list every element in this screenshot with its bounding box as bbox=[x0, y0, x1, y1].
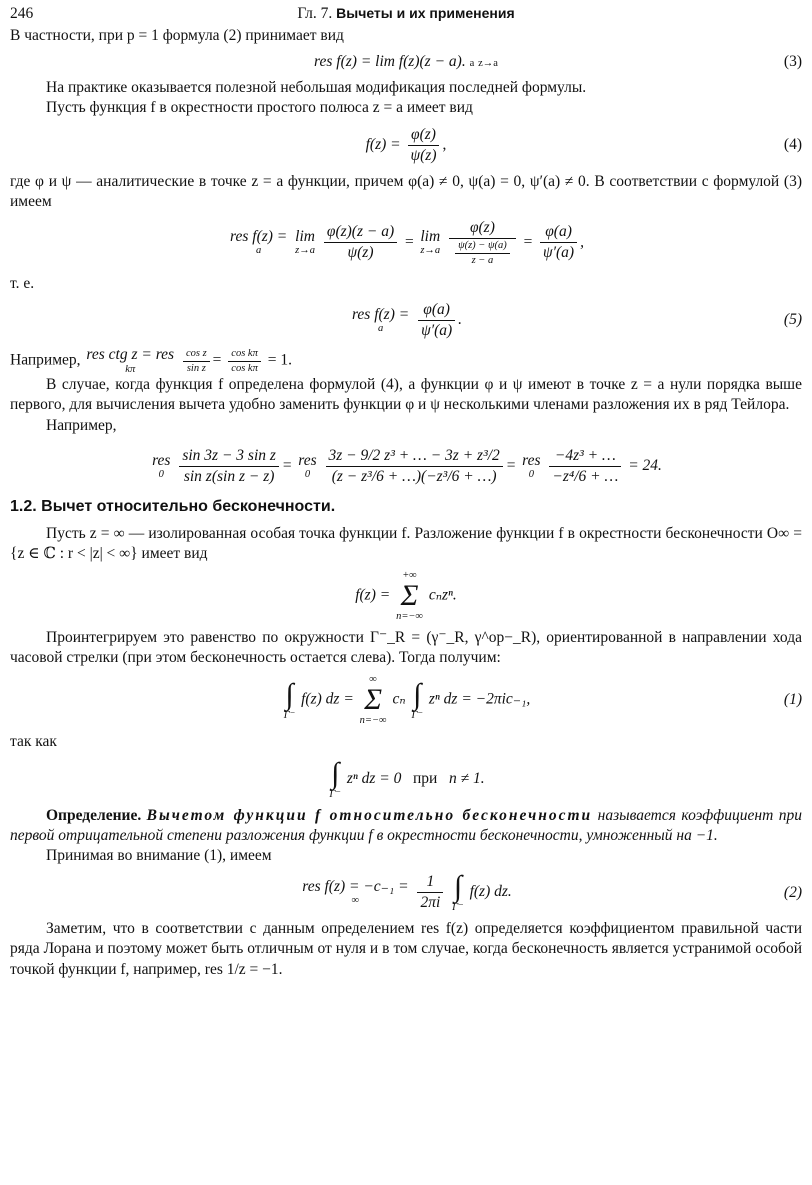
numerator: φ(a) bbox=[418, 300, 455, 321]
equation-2 bbox=[10, 872, 802, 913]
equation-zero-integral bbox=[10, 756, 802, 800]
res-text: res f(z) = −c₋₁ = bbox=[302, 877, 409, 895]
integral-sign: ∫ bbox=[413, 677, 422, 711]
equation-4 bbox=[10, 125, 802, 166]
paragraph: Проинтегрируем это равенство по окружности Γ⁻_R = (γ⁻_R, γ^op−_R), ориентированной в направлении хода часовой стрелки (при этом бесконечность остается слева). Тогда получим: bbox=[10, 629, 802, 667]
fraction bbox=[324, 222, 397, 263]
res-operator bbox=[86, 347, 174, 374]
numerator: 1 bbox=[417, 872, 443, 893]
fraction bbox=[417, 872, 443, 913]
lim-subscript: z→a bbox=[295, 245, 315, 257]
denominator: −z⁴/6 + … bbox=[552, 467, 619, 485]
fraction bbox=[449, 218, 516, 267]
definition bbox=[10, 806, 802, 846]
paragraph: Пусть z = ∞ — изолированная особая точка функции f. Разложение функции f в окрестности бесконечности O∞ = {z ∈ ℂ : r < |z| < ∞} имеет вид bbox=[10, 524, 802, 562]
paragraph: Например, bbox=[46, 416, 117, 434]
page-number: 246 bbox=[10, 5, 34, 22]
integral-sign: ∫ bbox=[453, 870, 463, 904]
res-subscript: ∞ bbox=[351, 895, 360, 907]
sum-lower: n=−∞ bbox=[396, 611, 423, 623]
numerator: 3z − 9/2 z³ + … − 3z + z³/2 bbox=[326, 446, 503, 467]
sum-upper: ∞ bbox=[369, 674, 377, 686]
equation-1 bbox=[10, 674, 802, 726]
inner-numerator: ψ(z) − ψ(a) bbox=[455, 239, 510, 254]
definition-label: Определение. bbox=[46, 806, 142, 824]
sum-operator bbox=[396, 570, 423, 622]
res-text: res ctg z = res bbox=[86, 346, 175, 364]
paragraph: где φ и ψ — аналитические в точке z = a функции, причем φ(a) ≠ 0, ψ(a) = 0, ψ′(a) ≠ 0. В соответствии с формулой (3) имеем bbox=[10, 172, 802, 210]
inner-denominator: z − a bbox=[471, 254, 494, 266]
book-page bbox=[10, 4, 802, 980]
integrand: f(z) dz. bbox=[469, 883, 512, 901]
sum-operator bbox=[360, 674, 387, 726]
numerator: sin 3z − 3 sin z bbox=[179, 446, 279, 467]
res-subscript: a bbox=[469, 58, 475, 70]
inner-fraction bbox=[455, 239, 510, 267]
numerator: φ(z)(z − a) bbox=[324, 222, 397, 243]
res-text: res bbox=[298, 451, 317, 469]
paragraph: т. е. bbox=[10, 274, 35, 292]
lim-subscript: z→a bbox=[478, 58, 498, 70]
numerator: cos z bbox=[183, 347, 210, 362]
sum-upper: +∞ bbox=[402, 570, 417, 582]
res-operator bbox=[522, 453, 540, 480]
denominator: ψ(z) bbox=[347, 244, 374, 262]
chapter-number: Гл. 7. bbox=[297, 5, 333, 22]
integral-sign: ∫ bbox=[285, 677, 294, 711]
integral-operator bbox=[283, 677, 296, 721]
chapter-heading bbox=[10, 4, 802, 24]
lim-text: lim bbox=[420, 228, 441, 246]
integrand: zⁿ dz = 0 bbox=[346, 769, 402, 787]
denominator: sin z(sin z − z) bbox=[183, 467, 275, 485]
res-text: res f(z) = bbox=[351, 305, 410, 323]
res-operator bbox=[230, 229, 287, 256]
equation-number: (3) bbox=[783, 53, 802, 71]
res-text: res bbox=[152, 451, 171, 469]
equation-5: res f(z) = a $\frac{\varphi(a)}{\psi'(a)}$ . (5) bbox=[10, 300, 802, 341]
equation-body: res f(z) = lim f(z)(z − a). bbox=[314, 53, 466, 71]
numerator: cos kπ bbox=[228, 347, 261, 362]
fraction bbox=[418, 300, 455, 341]
numerator: φ(a) bbox=[540, 222, 577, 243]
equation-number: (5) bbox=[783, 311, 802, 329]
fraction bbox=[326, 446, 503, 487]
lim-operator bbox=[295, 229, 315, 256]
coefficient: cₙ bbox=[392, 690, 406, 708]
res-text: res f(z) = bbox=[230, 228, 288, 246]
paragraph: В частности, при p = 1 формула (2) принимает вид bbox=[10, 27, 344, 44]
res-subscript: a bbox=[256, 245, 262, 257]
paragraph: Принимая во внимание (1), имеем bbox=[46, 846, 272, 864]
integral-contour: Γ⁻ bbox=[452, 902, 464, 914]
example-line: Например, res ctg z = res kπ $\frac{\text{cos z}}{\text{sin z}}$ = $\frac{\text{cos kπ}}{\text{cos kπ}}$ = 1. bbox=[10, 346, 292, 375]
integrand: f(z) dz = bbox=[301, 690, 354, 708]
denominator: ψ′(a) bbox=[421, 321, 453, 339]
paragraph: так как bbox=[10, 733, 57, 751]
res-subscript: 0 bbox=[528, 468, 534, 480]
paragraph: Заметим, что в соответствии с данным определением res f(z) определяется коэффициентом правильной части ряда Лорана и поэтому может быть отличным от нуля и в том случае, когда бесконечность является устранимой особой точкой функции f, например, res 1/z = −1. bbox=[10, 920, 802, 978]
sum-lower: n=−∞ bbox=[359, 715, 387, 727]
res-subscript: 0 bbox=[304, 468, 311, 480]
res-operator bbox=[298, 453, 316, 480]
res-text: res bbox=[522, 451, 541, 469]
laurent-series bbox=[10, 570, 802, 622]
paragraph: Пусть функция f в окрестности простого полюса z = a имеет вид bbox=[46, 99, 473, 117]
integral-operator bbox=[452, 872, 464, 913]
numerator: φ(z) bbox=[408, 125, 440, 146]
chapter-title: Вычеты и их применения bbox=[336, 5, 515, 21]
denominator: cos kπ bbox=[231, 362, 258, 374]
definition-term: Вычетом функции f относительно бесконечности bbox=[146, 806, 593, 824]
fraction bbox=[549, 446, 621, 487]
numerator: φ(z) bbox=[449, 218, 516, 239]
denominator: 2πi bbox=[420, 894, 441, 912]
res-operator bbox=[152, 453, 170, 480]
equation-tail: , bbox=[442, 135, 447, 153]
fraction bbox=[183, 347, 210, 375]
sum-sign: Σ bbox=[364, 683, 383, 717]
example-tail: = 1. bbox=[267, 351, 292, 369]
fraction bbox=[179, 446, 279, 487]
condition-word: при bbox=[412, 769, 438, 787]
definition-body: называется коэффициент при первой отрицательной степени разложения функции f в окрестности бесконечности, умноженный на −1. bbox=[10, 806, 802, 844]
numerator: −4z³ + … bbox=[549, 446, 621, 467]
integrand: zⁿ dz = −2πic₋₁, bbox=[428, 690, 531, 708]
integral-contour: Γ⁻ bbox=[329, 788, 341, 800]
res-operator bbox=[302, 879, 408, 906]
equation-number: (4) bbox=[783, 136, 802, 154]
res-subscript: a bbox=[377, 322, 384, 334]
equation-number: (1) bbox=[783, 691, 802, 709]
section-heading: 1.2. Вычет относительно бесконечности. bbox=[10, 497, 336, 515]
lim-text: lim bbox=[295, 228, 315, 246]
result: = 24. bbox=[628, 456, 662, 474]
equation-derivation: res f(z) = a lim z→a $\frac{\varphi(z)(z - a)}{\psi(z)}$ = lim z→a $\frac{\varphi(z)}{\frac{\psi(z) - \psi(a)}{z - a}}$ = $\frac{\varphi(a)}{\psi'(a)}$ , bbox=[230, 219, 584, 266]
denominator: (z − z³/6 + …)(−z³/6 + …) bbox=[331, 467, 497, 485]
integral-sign: ∫ bbox=[331, 756, 340, 790]
series-term: cₙzⁿ. bbox=[428, 586, 457, 604]
fraction bbox=[408, 125, 440, 166]
res-subscript: 0 bbox=[158, 468, 164, 480]
equation-number: (2) bbox=[783, 883, 802, 901]
equation-3 bbox=[10, 52, 802, 72]
running-header bbox=[10, 4, 802, 26]
denominator: sin z bbox=[186, 362, 206, 374]
denominator bbox=[449, 239, 516, 267]
denominator: ψ(z) bbox=[410, 146, 437, 164]
equation-example: res 0 $\frac{\text{sin 3z − 3 sin z}}{\text{sin z(sin z − z)}}$ = res 0 $\frac{\text{3z − 9/2 z³ + … − 3z + z³/2}}{\text{(z − z³/6 + …)(−z³/6 + …)}}$ = res 0 $\frac{\text{−4z³ + …}}{\text{−z⁴/6 + …}}$ = 24. bbox=[10, 446, 802, 487]
denominator: ψ′(a) bbox=[542, 244, 575, 262]
example-lead: Например, bbox=[10, 351, 81, 369]
sum-sign: Σ bbox=[400, 579, 419, 613]
paragraph: В случае, когда функция f определена формулой (4), а функции φ и ψ имеют в точке z = a нули порядка выше первого, для вычисления вычета удобно заменить функции φ и ψ несколькими членами разложения их в ряд Тейлора. bbox=[10, 376, 802, 414]
integral-operator bbox=[411, 677, 423, 721]
paragraph: На практике оказывается полезной небольшая модификация последней формулы. bbox=[46, 79, 587, 97]
equation-lhs: f(z) = bbox=[355, 586, 391, 604]
lim-subscript: z→a bbox=[420, 245, 441, 257]
fraction bbox=[228, 347, 261, 375]
integral-contour: Γ⁻ bbox=[283, 709, 296, 721]
equation-lhs: f(z) = bbox=[365, 135, 401, 153]
integral-operator bbox=[329, 756, 341, 800]
integral-contour: Γ⁻ bbox=[411, 709, 423, 721]
res-operator bbox=[352, 307, 409, 334]
res-subscript: kπ bbox=[125, 363, 136, 375]
lim-operator bbox=[420, 229, 440, 256]
condition: n ≠ 1. bbox=[448, 769, 485, 787]
fraction bbox=[540, 222, 577, 263]
